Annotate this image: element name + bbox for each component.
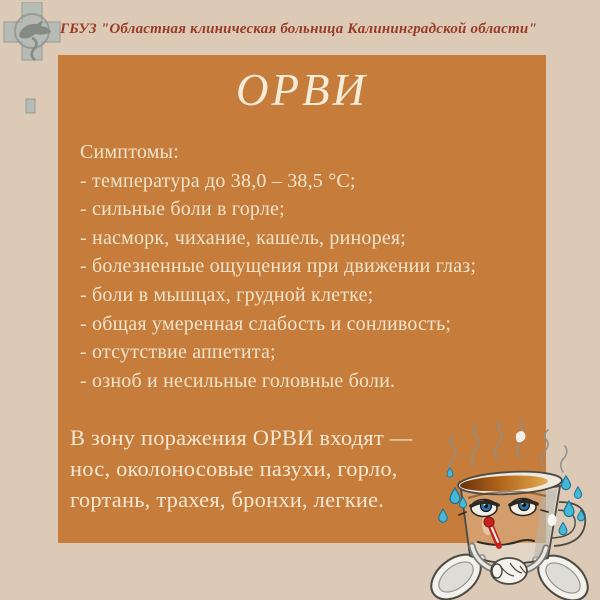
sick-cup-illustration — [420, 420, 600, 600]
logo-stem — [26, 99, 35, 113]
symptom-item: - озноб и несильные головные боли. — [80, 369, 396, 392]
cup-highlight — [548, 514, 557, 526]
steam-icon — [449, 420, 567, 478]
page-title: ОРВИ — [236, 65, 368, 115]
org-name: ГБУЗ "Областная клиническая больница Калининградской области" — [60, 21, 537, 37]
hospital-logo — [2, 2, 64, 114]
symptom-item: - отсутствие аппетита; — [80, 341, 276, 364]
symptom-item: - сильные боли в горле; — [80, 198, 285, 221]
symptoms-label: Симптомы: — [80, 141, 179, 163]
symptoms-section — [80, 138, 546, 395]
symptom-item: - температура до 38,0 – 38,5 °С; — [80, 169, 356, 192]
gloved-hands — [491, 558, 527, 584]
affected-zone-line: нос, околоносовые пазухи, горло, — [70, 456, 398, 482]
symptom-item: - общая умеренная слабость и сонливость; — [80, 312, 452, 335]
symptoms-list — [80, 167, 546, 396]
symptom-item: - боли в мышцах, грудной клетке; — [80, 283, 374, 306]
steam-puff — [516, 431, 526, 442]
symptom-item: - болезненные ощущения при движении глаз; — [80, 255, 477, 278]
affected-zone-line: гортань, трахея, бронхи, легкие. — [70, 487, 385, 513]
symptom-item: - насморк, чихание, кашель, ринорея; — [80, 226, 407, 249]
affected-zone-line: В зону поражения ОРВИ входят — — [70, 425, 413, 451]
